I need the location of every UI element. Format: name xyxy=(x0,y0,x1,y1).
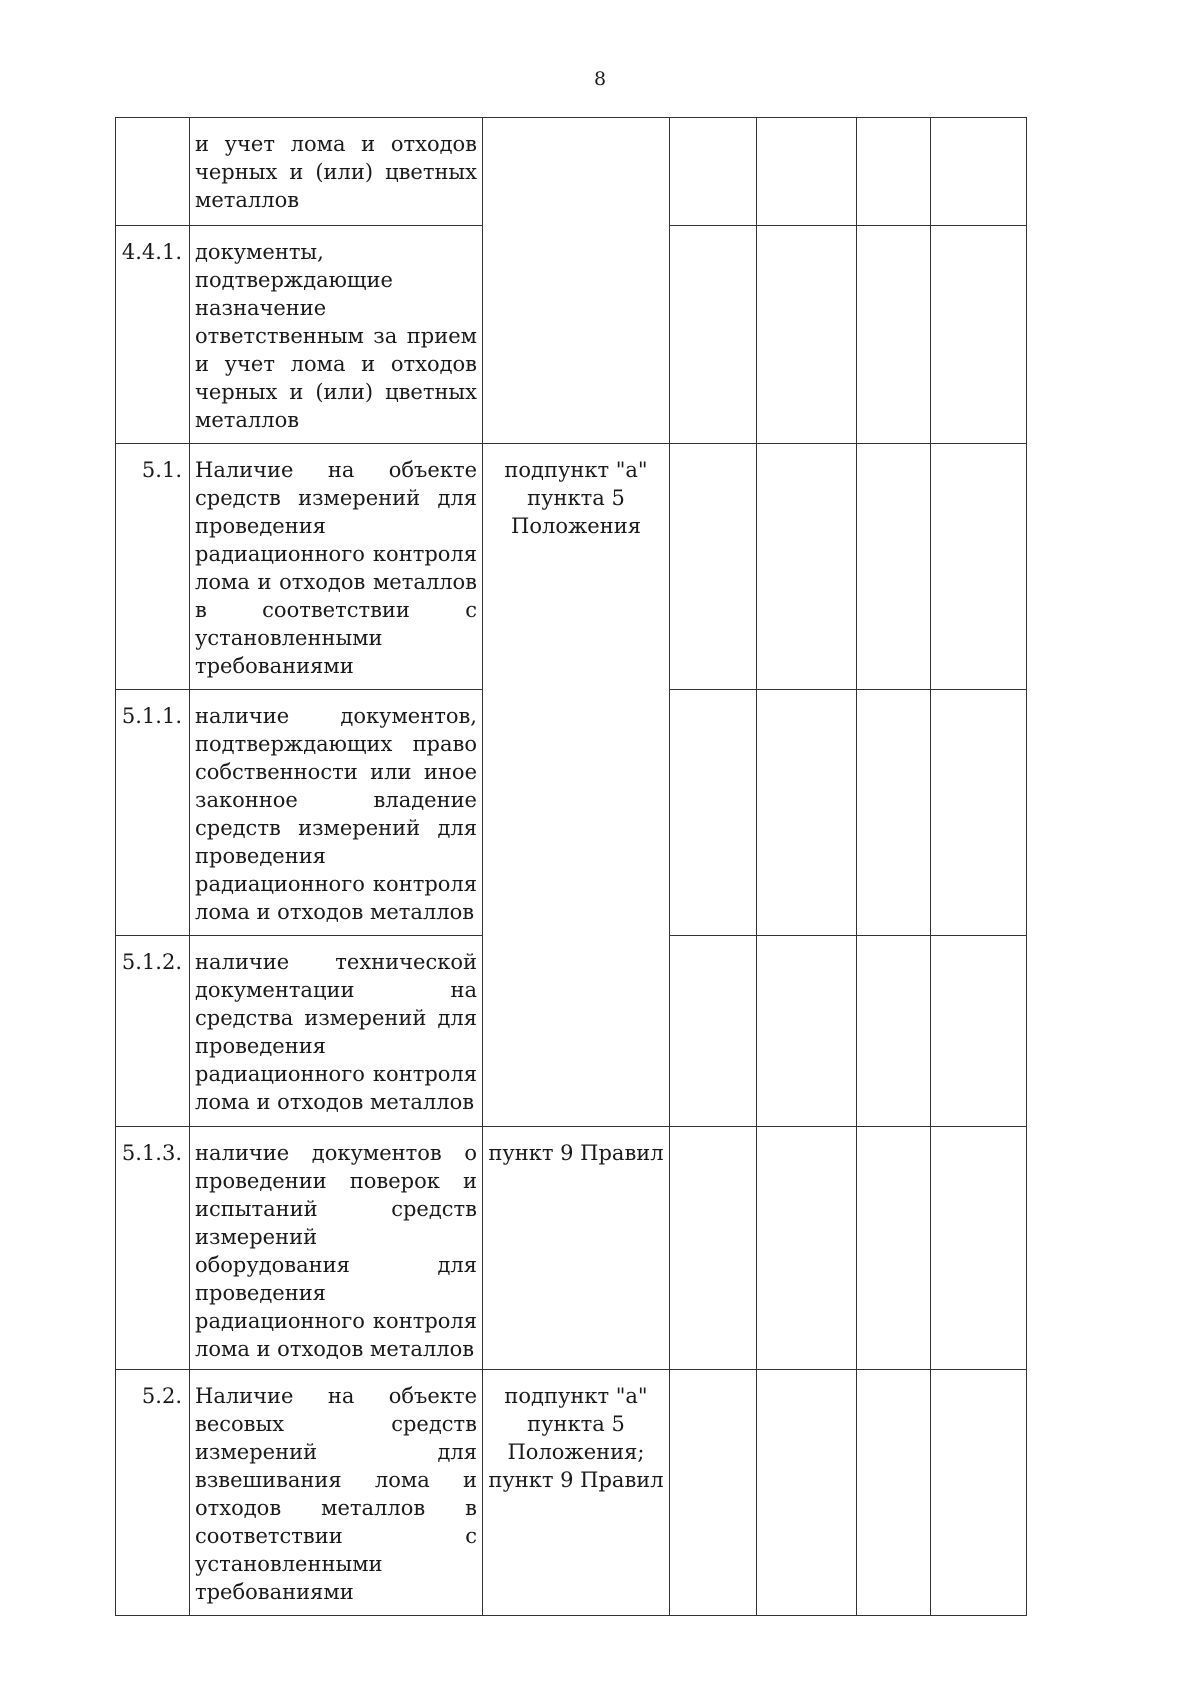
answer-cell xyxy=(757,690,857,936)
row-number xyxy=(116,118,190,226)
table-row xyxy=(116,118,1027,226)
answer-cell xyxy=(931,936,1027,1127)
answer-cell xyxy=(670,936,757,1127)
answer-cell xyxy=(670,690,757,936)
answer-cell xyxy=(931,690,1027,936)
answer-cell xyxy=(670,444,757,690)
answer-cell xyxy=(757,936,857,1127)
legal-reference xyxy=(483,118,670,444)
answer-cell xyxy=(857,444,931,690)
legal-reference: пункт 9 Правил xyxy=(483,1127,670,1370)
answer-cell xyxy=(670,1127,757,1370)
answer-cell xyxy=(857,936,931,1127)
table-row xyxy=(116,444,1027,690)
answer-cell xyxy=(931,1127,1027,1370)
checklist-table xyxy=(115,117,1027,1616)
answer-cell xyxy=(757,1370,857,1616)
answer-cell xyxy=(757,444,857,690)
row-number: 5.1. xyxy=(116,444,190,690)
requirement-text: наличие документов о проведении поверок и испытаний средств измерений оборудования для проведения радиационного контроля лома и отходов металлов xyxy=(190,1127,483,1370)
legal-reference: подпункт "а" пункта 5 Положения; пункт 9 Правил xyxy=(483,1370,670,1616)
table-row xyxy=(116,1127,1027,1370)
table-row xyxy=(116,1370,1027,1616)
row-number: 5.1.1. xyxy=(116,690,190,936)
answer-cell xyxy=(857,1370,931,1616)
row-number: 5.1.2. xyxy=(116,936,190,1127)
answer-cell xyxy=(931,444,1027,690)
requirement-text: наличие технической документации на средства измерений для проведения радиационного контроля лома и отходов металлов xyxy=(190,936,483,1127)
row-number: 5.2. xyxy=(116,1370,190,1616)
requirement-text: и учет лома и отходов черных и (или) цветных металлов xyxy=(190,118,483,226)
answer-cell xyxy=(670,1370,757,1616)
answer-cell xyxy=(857,1127,931,1370)
requirement-text: наличие документов, подтверждающих право собственности или иное законное владение средств измерений для проведения радиационного контроля лома и отходов металлов xyxy=(190,690,483,936)
answer-cell xyxy=(757,1127,857,1370)
answer-cell xyxy=(757,118,857,226)
answer-cell xyxy=(857,226,931,444)
answer-cell xyxy=(931,226,1027,444)
answer-cell xyxy=(670,118,757,226)
row-number: 4.4.1. xyxy=(116,226,190,444)
requirement-text: Наличие на объекте весовых средств измерений для взвешивания лома и отходов металлов в соответствии с установленными требованиями xyxy=(190,1370,483,1616)
legal-reference: подпункт "а" пункта 5 Положения xyxy=(483,444,670,1127)
answer-cell xyxy=(931,1370,1027,1616)
answer-cell xyxy=(931,118,1027,226)
answer-cell xyxy=(670,226,757,444)
answer-cell xyxy=(757,226,857,444)
requirement-text: документы, подтверждающие назначение ответственным за прием и учет лома и отходов черных и (или) цветных металлов xyxy=(190,226,483,444)
requirement-text: Наличие на объекте средств измерений для проведения радиационного контроля лома и отходов металлов в соответствии с установленными требованиями xyxy=(190,444,483,690)
answer-cell xyxy=(857,118,931,226)
page-number: 8 xyxy=(593,68,607,90)
answer-cell xyxy=(857,690,931,936)
row-number: 5.1.3. xyxy=(116,1127,190,1370)
